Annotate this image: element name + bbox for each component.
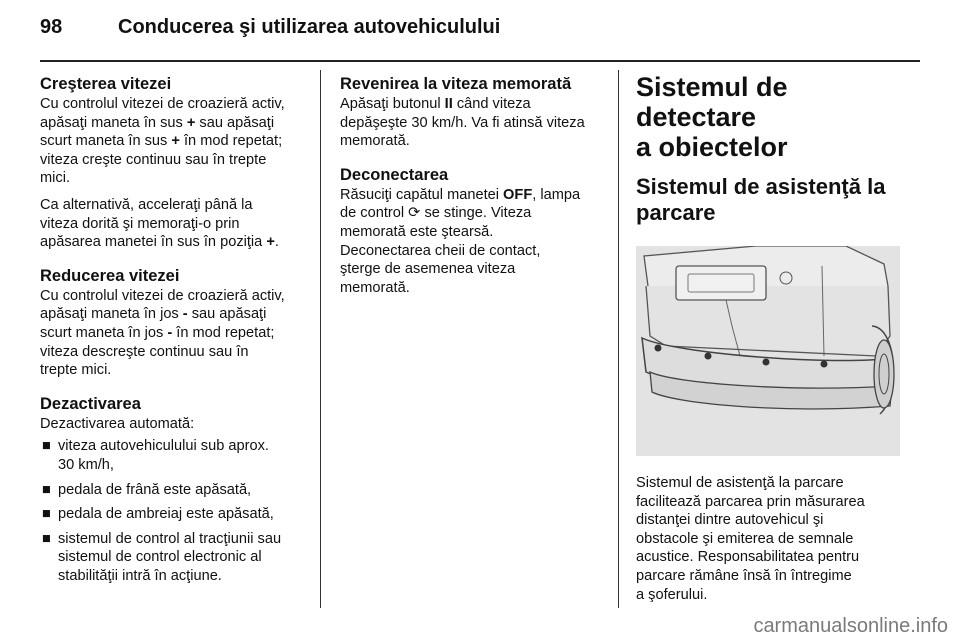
text-line: Răsuciţi capătul manetei (340, 186, 504, 203)
text-line: 30 km/h, (58, 456, 114, 473)
figure-caption (636, 474, 906, 604)
plus-symbol: + (171, 133, 180, 150)
text-line: Deconectarea cheii de contact, (340, 242, 541, 259)
pause-button-symbol: II (444, 96, 453, 112)
text-line: depăşeşte 30 km/h. Va fi atinsă viteza (340, 114, 585, 131)
text-line: obstacole şi emiterea de semnale (636, 530, 854, 547)
page-title: Conducerea şi utilizarea autovehiculului (118, 16, 501, 38)
section-heading: Reducerea vitezei (40, 266, 180, 285)
text-line: facilitează parcarea prin măsurarea (636, 493, 865, 510)
text-line: Apăsaţi butonul (340, 96, 445, 112)
text-line: parcare rămâne însă în întregime (636, 567, 852, 584)
text-line: trepte mici. (40, 362, 112, 379)
text-line: acustice. Responsabilitatea pentru (636, 549, 860, 566)
section-title (636, 174, 906, 226)
text-line: când viteza (452, 96, 531, 112)
text-line: a şoferului. (636, 586, 708, 603)
text-line: apăsaţi maneta în sus (40, 114, 187, 131)
text-line: scurt maneta în sus (40, 133, 172, 150)
section-speed-decrease (40, 266, 308, 380)
text-line: se stinge. Viteza (420, 205, 532, 222)
text-line: pedala de frână este apăsată, (58, 481, 252, 498)
section-resume-speed (340, 74, 608, 151)
text-line: în mod repetat; (172, 324, 275, 341)
van-rear-bumper-image (636, 246, 900, 456)
paragraph (40, 287, 308, 380)
parking-sensor-illustration (636, 246, 900, 456)
bullet-icon: ■ (42, 438, 51, 455)
section-heading: Deconectarea (340, 165, 449, 184)
column-left (40, 74, 308, 599)
text-line: , lampa (532, 186, 581, 203)
list-item (40, 481, 308, 500)
column-divider-2 (618, 70, 619, 608)
text-line: a obiectelor (636, 132, 788, 162)
section-speed-increase (40, 74, 308, 252)
text-line: apăsarea manetei în sus în poziţia (40, 234, 267, 251)
text-line: parcare (636, 200, 716, 225)
plus-symbol: + (186, 114, 196, 131)
text-line: Sistemul de asistenţă la (636, 174, 886, 199)
bullet-icon: ■ (42, 506, 51, 523)
bullet-icon: ■ (42, 530, 51, 547)
text-line: Sistemul de detectare (636, 72, 788, 132)
text-line: sistemul de control al tracţiunii sau (58, 530, 282, 547)
plus-symbol: + (266, 234, 275, 251)
minus-symbol: - (182, 306, 188, 323)
column-middle (340, 74, 608, 311)
text-line: scurt maneta în jos (40, 324, 168, 341)
paragraph: Dezactivarea automată: (40, 415, 195, 432)
text-line: Cu controlul vitezei de croazieră activ, (40, 96, 285, 112)
section-heading: Dezactivarea (40, 394, 141, 413)
text-line: mici. (40, 170, 70, 187)
chapter-title (636, 72, 906, 162)
section-deactivation (40, 394, 308, 586)
watermark: carmanualsonline.info (753, 615, 948, 637)
text-line: şterge de asemenea viteza (340, 261, 516, 278)
column-divider-1 (320, 70, 321, 608)
paragraph (340, 186, 608, 242)
text-line: viteza creşte continuu sau în trepte (40, 151, 267, 168)
cruise-control-icon: ⟳ (408, 205, 421, 222)
section-heading: Revenirea la viteza memorată (340, 75, 572, 93)
text-line: memorată este ştearsă. (340, 223, 494, 240)
text-line: memorată. (340, 133, 410, 150)
text-line: Sistemul de asistenţă la parcare (636, 475, 844, 491)
section-heading: Creşterea vitezei (40, 75, 172, 93)
text-line: viteza autovehiculului sub aprox. (58, 438, 269, 455)
text-line: apăsaţi maneta în jos (40, 306, 183, 323)
page-header (40, 16, 920, 46)
paragraph (340, 95, 608, 151)
text-line: sau apăsaţi (187, 306, 267, 323)
column-right (636, 72, 906, 612)
minus-symbol: - (167, 324, 173, 341)
text-line: distanţei dintre autovehicul şi (636, 512, 824, 529)
text-line: . (274, 234, 279, 251)
text-line: Cu controlul vitezei de croazieră activ, (40, 287, 285, 304)
list-item (40, 530, 308, 586)
text-line: Ca alternativă, acceleraţi până la (40, 196, 253, 213)
text-line: pedala de ambreiaj este apăsată, (58, 506, 274, 523)
list-item (40, 505, 308, 524)
header-rule (40, 60, 920, 62)
page-number: 98 (40, 16, 63, 38)
text-line: sau apăsaţi (195, 114, 275, 131)
section-disconnect (340, 165, 608, 298)
off-label: OFF (503, 186, 533, 203)
paragraph (340, 242, 608, 298)
paragraph (40, 196, 308, 252)
bullet-list (40, 437, 308, 585)
paragraph (40, 95, 308, 188)
text-line: de control (340, 205, 409, 222)
text-line: viteza dorită şi memoraţi-o prin (40, 215, 240, 232)
bullet-icon: ■ (42, 481, 51, 498)
text-line: viteza descreşte continuu sau în (40, 343, 249, 360)
text-line: memorată. (340, 279, 410, 296)
text-line: stabilităţii intră în acţiune. (58, 567, 222, 584)
text-line: sistemul de control electronic al (58, 549, 262, 566)
text-line: în mod repetat; (179, 133, 283, 150)
list-item (40, 437, 308, 474)
